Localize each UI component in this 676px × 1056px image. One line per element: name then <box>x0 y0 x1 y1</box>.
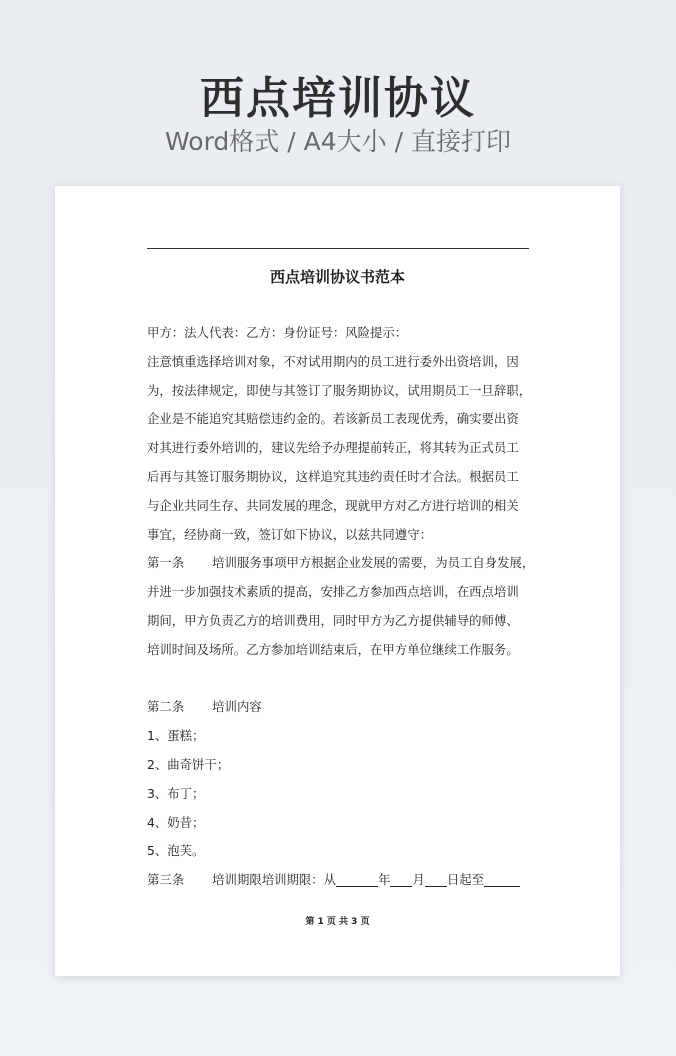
hero-title: 西点培训协议 <box>200 73 476 124</box>
article-1-heading: 第一条 <box>147 555 185 571</box>
list-item: 1、蛋糕； <box>147 728 205 744</box>
list-item: 5、泡芙。 <box>147 843 205 859</box>
paragraph-gap <box>147 665 535 694</box>
list-item: 4、奶昔； <box>147 814 205 830</box>
blank-field <box>336 872 378 887</box>
header-rule <box>147 248 529 249</box>
body-line: 并进一步加强技术素质的提高，安排乙方参加西点培训，在西点培训 <box>147 584 519 600</box>
list-item: 2、曲奇饼干； <box>147 756 230 772</box>
document-page <box>55 186 620 976</box>
blank-field <box>484 872 520 887</box>
article-3-line <box>147 866 535 895</box>
article-1-first-line <box>147 549 535 578</box>
body-line: 培训时间及场所。乙方参加培训结束后，在甲方单位继续工作服务。 <box>147 641 519 657</box>
body-line: 后再与其签订服务期协议，这样追究其违约责任时才合法。根据员工 <box>147 468 519 484</box>
article-3-month: 月 <box>412 872 425 888</box>
document-body <box>147 319 535 895</box>
body-line: 企业是不能追究其赔偿违约金的。若该新员工表现优秀，确实要出资 <box>147 411 519 427</box>
article-2-heading-line <box>147 693 535 722</box>
body-line: 注意慎重选择培训对象，不对试用期内的员工进行委外出资培训，因 <box>147 353 519 369</box>
page-footer: 第 1 页 共 3 页 <box>305 917 370 927</box>
body-line: 期间，甲方负责乙方的培训费用，同时甲方为乙方提供辅导的师傅、 <box>147 612 519 628</box>
body-line: 与企业共同生存、共同发展的理念，现就甲方对乙方进行培训的相关 <box>147 497 519 513</box>
article-3-text: 培训期限培训期限：从 <box>212 872 337 888</box>
document-title: 西点培训协议书范本 <box>269 268 405 286</box>
article-3-year: 年 <box>378 872 391 888</box>
article-1-text: 培训服务事项甲方根据企业发展的需要，为员工自身发展， <box>212 555 535 571</box>
article-2-heading: 第二条 <box>147 699 185 715</box>
body-line: 甲方：法人代表：乙方：身份证号：风险提示： <box>147 325 408 340</box>
article-2-title: 培训内容 <box>212 699 262 715</box>
blank-field <box>390 872 412 887</box>
list-item: 3、布丁； <box>147 785 205 801</box>
article-3-day: 日起至 <box>446 872 485 888</box>
body-line: 为，按法律规定，即使与其签订了服务期协议，试用期员工一旦辞职， <box>147 382 532 398</box>
article-3-heading: 第三条 <box>147 872 185 888</box>
body-line: 对其进行委外培训的，建议先给予办理提前转正，将其转为正式员工 <box>147 440 519 456</box>
hero-subtitle: Word格式 / A4大小 / 直接打印 <box>165 127 511 156</box>
body-line: 事宜，经协商一致，签订如下协议，以兹共同遵守： <box>147 526 432 542</box>
blank-field <box>425 872 447 887</box>
